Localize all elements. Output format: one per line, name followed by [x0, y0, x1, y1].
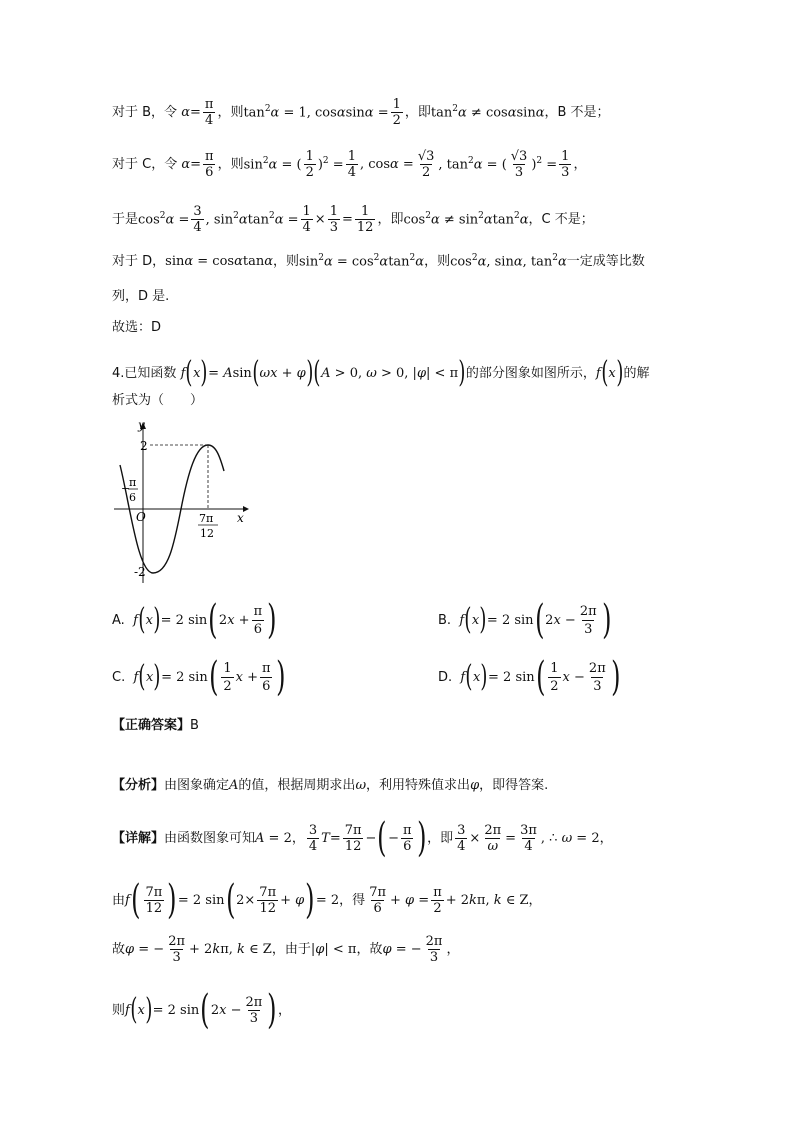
y-max-label: 2	[140, 439, 148, 453]
line-option-c: 对于 C，令 α = $\frac{\pi}{6}$ ，则 $\sin^2\alpha$ = ( $\frac{1}{2}$ )$^2$ = $\frac{1}{4}$ , cosα = $\frac{√3}{2}$ , $\tan^2\alpha$ = ( $\frac{√3}{3}$ )$^2$ = $\frac{1}{3}$ ，	[112, 149, 587, 180]
function-graph	[108, 415, 258, 585]
option-a[interactable]: A. f ( x ) = 2 sin ( 2x + $\frac{\pi}{6}$ )	[112, 597, 277, 643]
q4-stem: 4. 已知函数 f ( x ) = Asin ( ωx + φ ) ( A > 0, ω > 0, |φ| < π ) 的部分图象如图所示， f ( x ) 的解	[112, 355, 650, 390]
y-axis-label: y	[138, 418, 145, 432]
line-d-end: 列，D 是.	[112, 289, 170, 304]
option-b[interactable]: B. f ( x ) = 2 sin ( 2x − $\frac{2\pi}{3}$ )	[438, 597, 612, 643]
x-right-den: 12	[200, 527, 214, 540]
line-option-c-cont: 于是 $\cos^2\alpha$ = $\frac{3}{4}$ , $\sin^2\alpha\tan^2\alpha$ = $\frac{1}{4}$ × $\frac{1}{3}$ = $\frac{1}{12}$ ，即 $\cos^2\alpha \ne \sin^2\alpha\tan^2\alpha$ ，C 不是；	[112, 204, 594, 235]
option-d[interactable]: D. f ( x ) = 2 sin ( $\frac{1}{2}$ x − $\frac{2\pi}{3}$ )	[438, 654, 621, 700]
answer-line: 【正确答案】 B	[112, 718, 199, 733]
x-axis-arrow	[243, 506, 249, 512]
line-option-b: 对于 B，令 α = $\frac{\pi}{4}$ ，则 $\tan^2\alpha = 1$, cosαsinα = $\frac{1}{2}$ ，即 $\tan^2\alpha \ne \cos\alpha\sin\alpha$ ，B 不是；	[112, 97, 610, 128]
x-left-minus: −	[121, 482, 131, 495]
line-choose: 故选：D	[112, 320, 162, 335]
detail-line-2: 由 f ( $\frac{7\pi}{12}$ ) = 2 sin ( 2× $\frac{7\pi}{12}$ + φ ) = 2 ，得 $\frac{7\pi}{6}$ + φ = $\frac{\pi}{2}$ + 2kπ, k ∈ Z ，	[112, 877, 542, 923]
origin-label: O	[136, 510, 146, 524]
x-left-num: π	[129, 476, 137, 489]
x-right-num: 7π	[199, 512, 214, 525]
line-option-d: 对于 D， sinα = cosαtanα ，则 $\sin^2\alpha = \cos^2\alpha\tan^2\alpha$ ，则 $\cos^2\alpha$, sinα, $\tan^2\alpha$ 一定成等比数	[112, 253, 645, 270]
y-min-label: -2	[134, 565, 146, 579]
x-axis-label: x	[237, 511, 244, 525]
q4-stem-line2: 析式为（ ）	[112, 393, 204, 408]
option-c[interactable]: C. f ( x ) = 2 sin ( $\frac{1}{2}$ x + $\frac{\pi}{6}$ )	[112, 654, 286, 700]
detail-line-4: 则 f ( x ) = 2 sin ( 2x − $\frac{2\pi}{3}$ ) ，	[112, 987, 291, 1033]
detail-line-1: 【详解】 由函数图象可知 A = 2， $\frac{3}{4}$ T = $\frac{7\pi}{12}$ − ( − $\frac{\pi}{6}$ ) ，即 $\frac{3}{4}$ × $\frac{2\pi}{\omega}$ = $\frac{3\pi}{4}$ , ∴ ω = 2 ，	[112, 815, 613, 861]
x-left-den: 6	[129, 491, 136, 504]
analysis-line: 【分析】 由图象确定 A 的值，根据周期求出 ω ，利用特殊值求出 φ ，即得答案.	[112, 778, 549, 793]
detail-line-3: 故 φ = − $\frac{2\pi}{3}$ + 2kπ, k ∈ Z ，由于 |φ| < π ，故 φ = − $\frac{2\pi}{3}$ ，	[112, 934, 460, 965]
